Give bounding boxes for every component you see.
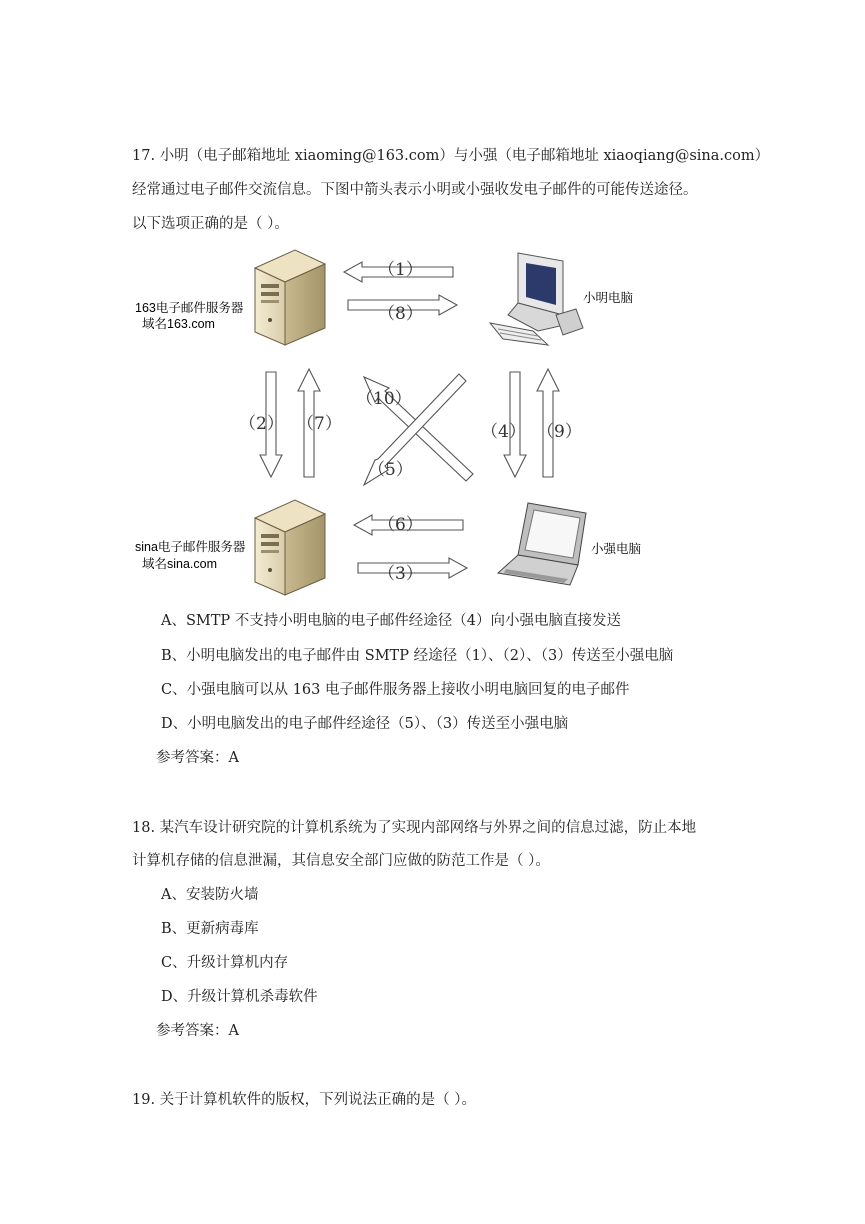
q18-option-d: D、升级计算机杀毒软件 xyxy=(161,989,318,1005)
label-path-5: （5） xyxy=(368,460,413,480)
email-path-diagram xyxy=(130,245,650,597)
pc-xiaoming-label: 小明电脑 xyxy=(583,291,634,305)
q18-stem-line2: 计算机存储的信息泄漏，其信息安全部门应做的防范工作是（ ）。 xyxy=(132,853,550,869)
desktop-computer-icon xyxy=(490,253,583,345)
label-path-7: （7） xyxy=(297,414,342,434)
pc-xiaoqiang-label: 小强电脑 xyxy=(591,542,642,556)
q18-option-c: C、升级计算机内存 xyxy=(161,955,289,971)
q19-stem-line1: 19. 关于计算机软件的版权，下列说法正确的是（ ）。 xyxy=(132,1092,477,1108)
q18-answer: 参考答案：A xyxy=(156,1023,239,1039)
label-path-4: （4） xyxy=(481,422,526,442)
q17-stem-line2: 经常通过电子邮件交流信息。下图中箭头表示小明或小强收发电子邮件的可能传送途径。 xyxy=(132,182,698,198)
q17-option-b: B、小明电脑发出的电子邮件由 SMTP 经途径（1）、（2）、（3）传送至小强电脑 xyxy=(161,648,674,664)
server-sina-icon xyxy=(255,500,325,595)
q17-option-c: C、小强电脑可以从 163 电子邮件服务器上接收小明电脑回复的电子邮件 xyxy=(161,682,630,698)
label-path-3: （3） xyxy=(378,564,423,584)
server-163-domain: 域名163.com xyxy=(142,317,215,331)
label-path-1: （1） xyxy=(378,260,423,280)
q17-option-d: D、小明电脑发出的电子邮件经途径（5）、（3）传送至小强电脑 xyxy=(161,716,569,732)
label-path-2: （2） xyxy=(239,414,284,434)
server-163-name: 163电子邮件服务器 xyxy=(135,301,244,315)
q18-option-a: A、安装防火墙 xyxy=(161,887,259,903)
label-path-8: （8） xyxy=(378,304,423,324)
server-163-icon xyxy=(255,250,325,345)
q17-stem-line1: 17. 小明（电子邮箱地址 xiaoming@163.com）与小强（电子邮箱地址 xiaoqiang@sina.com） xyxy=(132,148,770,164)
q18-option-b: B、更新病毒库 xyxy=(161,921,259,937)
q17-stem-line3: 以下选项正确的是（ ）。 xyxy=(132,216,289,232)
label-path-9: （9） xyxy=(537,422,582,442)
q18-stem-line1: 18. 某汽车设计研究院的计算机系统为了实现内部网络与外界之间的信息过滤，防止本地 xyxy=(132,820,697,836)
label-path-6: （6） xyxy=(378,515,423,535)
label-path-10: （10） xyxy=(356,389,412,409)
q17-answer: 参考答案：A xyxy=(156,750,239,766)
server-sina-name: sina电子邮件服务器 xyxy=(135,540,246,554)
laptop-icon xyxy=(498,503,586,585)
q17-option-a: A、SMTP 不支持小明电脑的电子邮件经途径（4）向小强电脑直接发送 xyxy=(161,613,622,629)
server-sina-domain: 域名sina.com xyxy=(142,557,218,571)
